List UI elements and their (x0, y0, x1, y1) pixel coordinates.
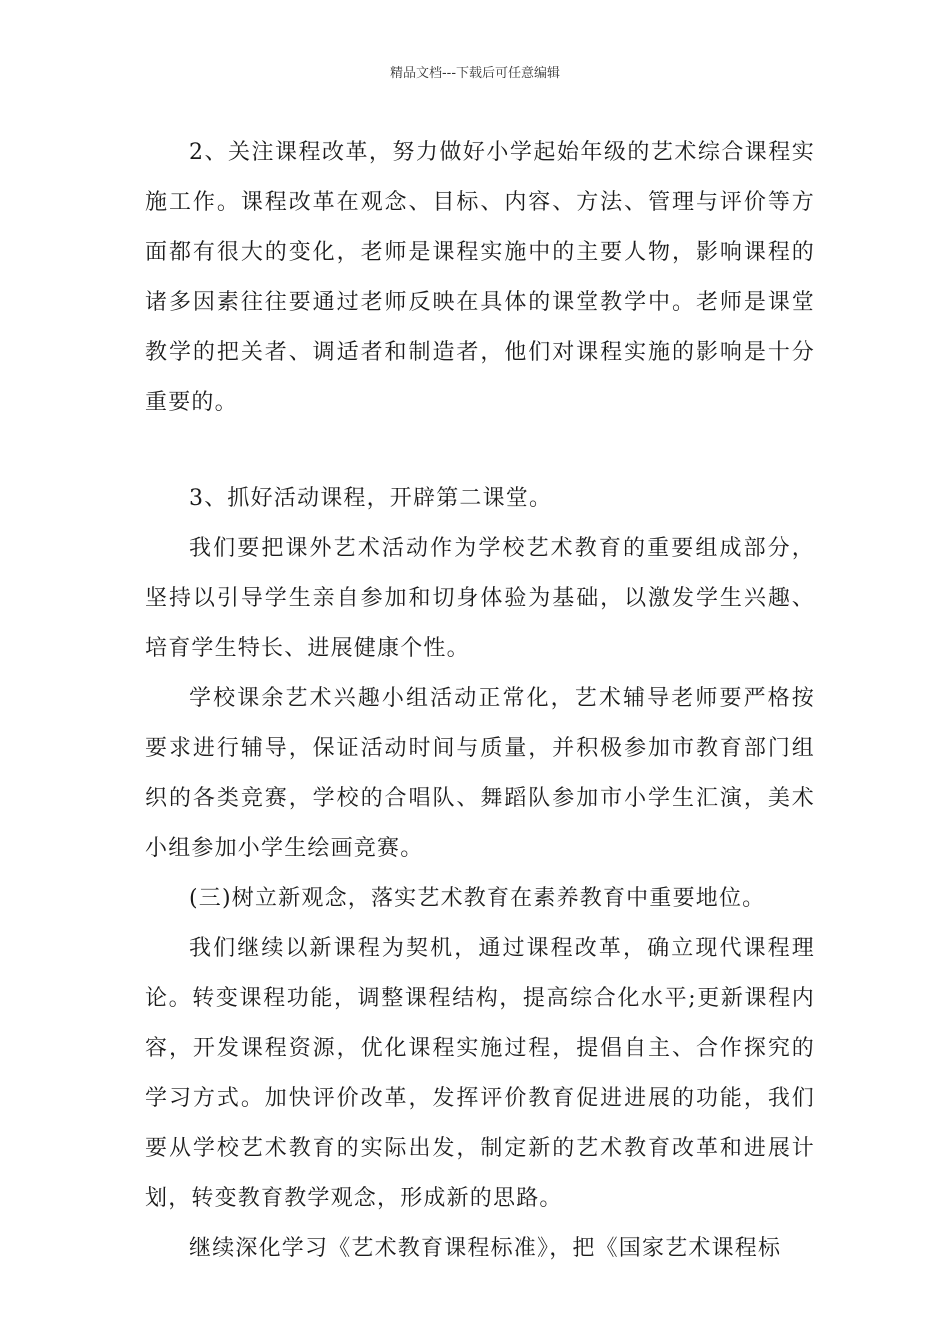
page-header: 精品文档---下载后可任意编辑 (389, 66, 561, 81)
paragraph-extracurricular: 我们要把课外艺术活动作为学校艺术教育的重要组成部分，坚持以引导学生亲自参加和切身体验为基础，以激发学生兴趣、培育学生特长、进展健康个性。 (145, 536, 815, 661)
paragraph-activity-heading: 3、抓好活动课程，开辟第二课堂。 (189, 486, 553, 511)
paragraph-new-curriculum: 我们继续以新课程为契机，通过课程改革，确立现代课程理论。转变课程功能，调整课程结构，提高综合化水平;更新课程内容，开发课程资源，优化课程实施过程，提倡自主、合作探究的学习方式。加快评价改革，发挥评价教育促进进展的功能，我们要从学校艺术教育的实际出发，制定新的艺术教育改革和进展计划，转变教育教学观念，形成新的思路。 (145, 936, 815, 1211)
paragraph-interest-groups: 学校课余艺术兴趣小组活动正常化，艺术辅导老师要严格按要求进行辅导，保证活动时间与质量，并积极参加市教育部门组织的各类竞赛，学校的合唱队、舞蹈队参加市小学生汇演，美术小组参加小学生绘画竞赛。 (145, 686, 815, 861)
paragraph-curriculum-standard: 继续深化学习《艺术教育课程标准》，把《国家艺术课程标 (189, 1236, 782, 1261)
paragraph-section-three-heading: (三)树立新观念，落实艺术教育在素养教育中重要地位。 (189, 886, 766, 911)
document-body (145, 128, 815, 1274)
paragraph-curriculum-reform: 2、关注课程改革，努力做好小学起始年级的艺术综合课程实施工作。课程改革在观念、目标、内容、方法、管理与评价等方面都有很大的变化，老师是课程实施中的主要人物，影响课程的诸多因素往往要通过老师反映在具体的课堂教学中。老师是课堂教学的把关者、调适者和制造者，他们对课程实施的影响是十分重要的。 (145, 140, 815, 415)
